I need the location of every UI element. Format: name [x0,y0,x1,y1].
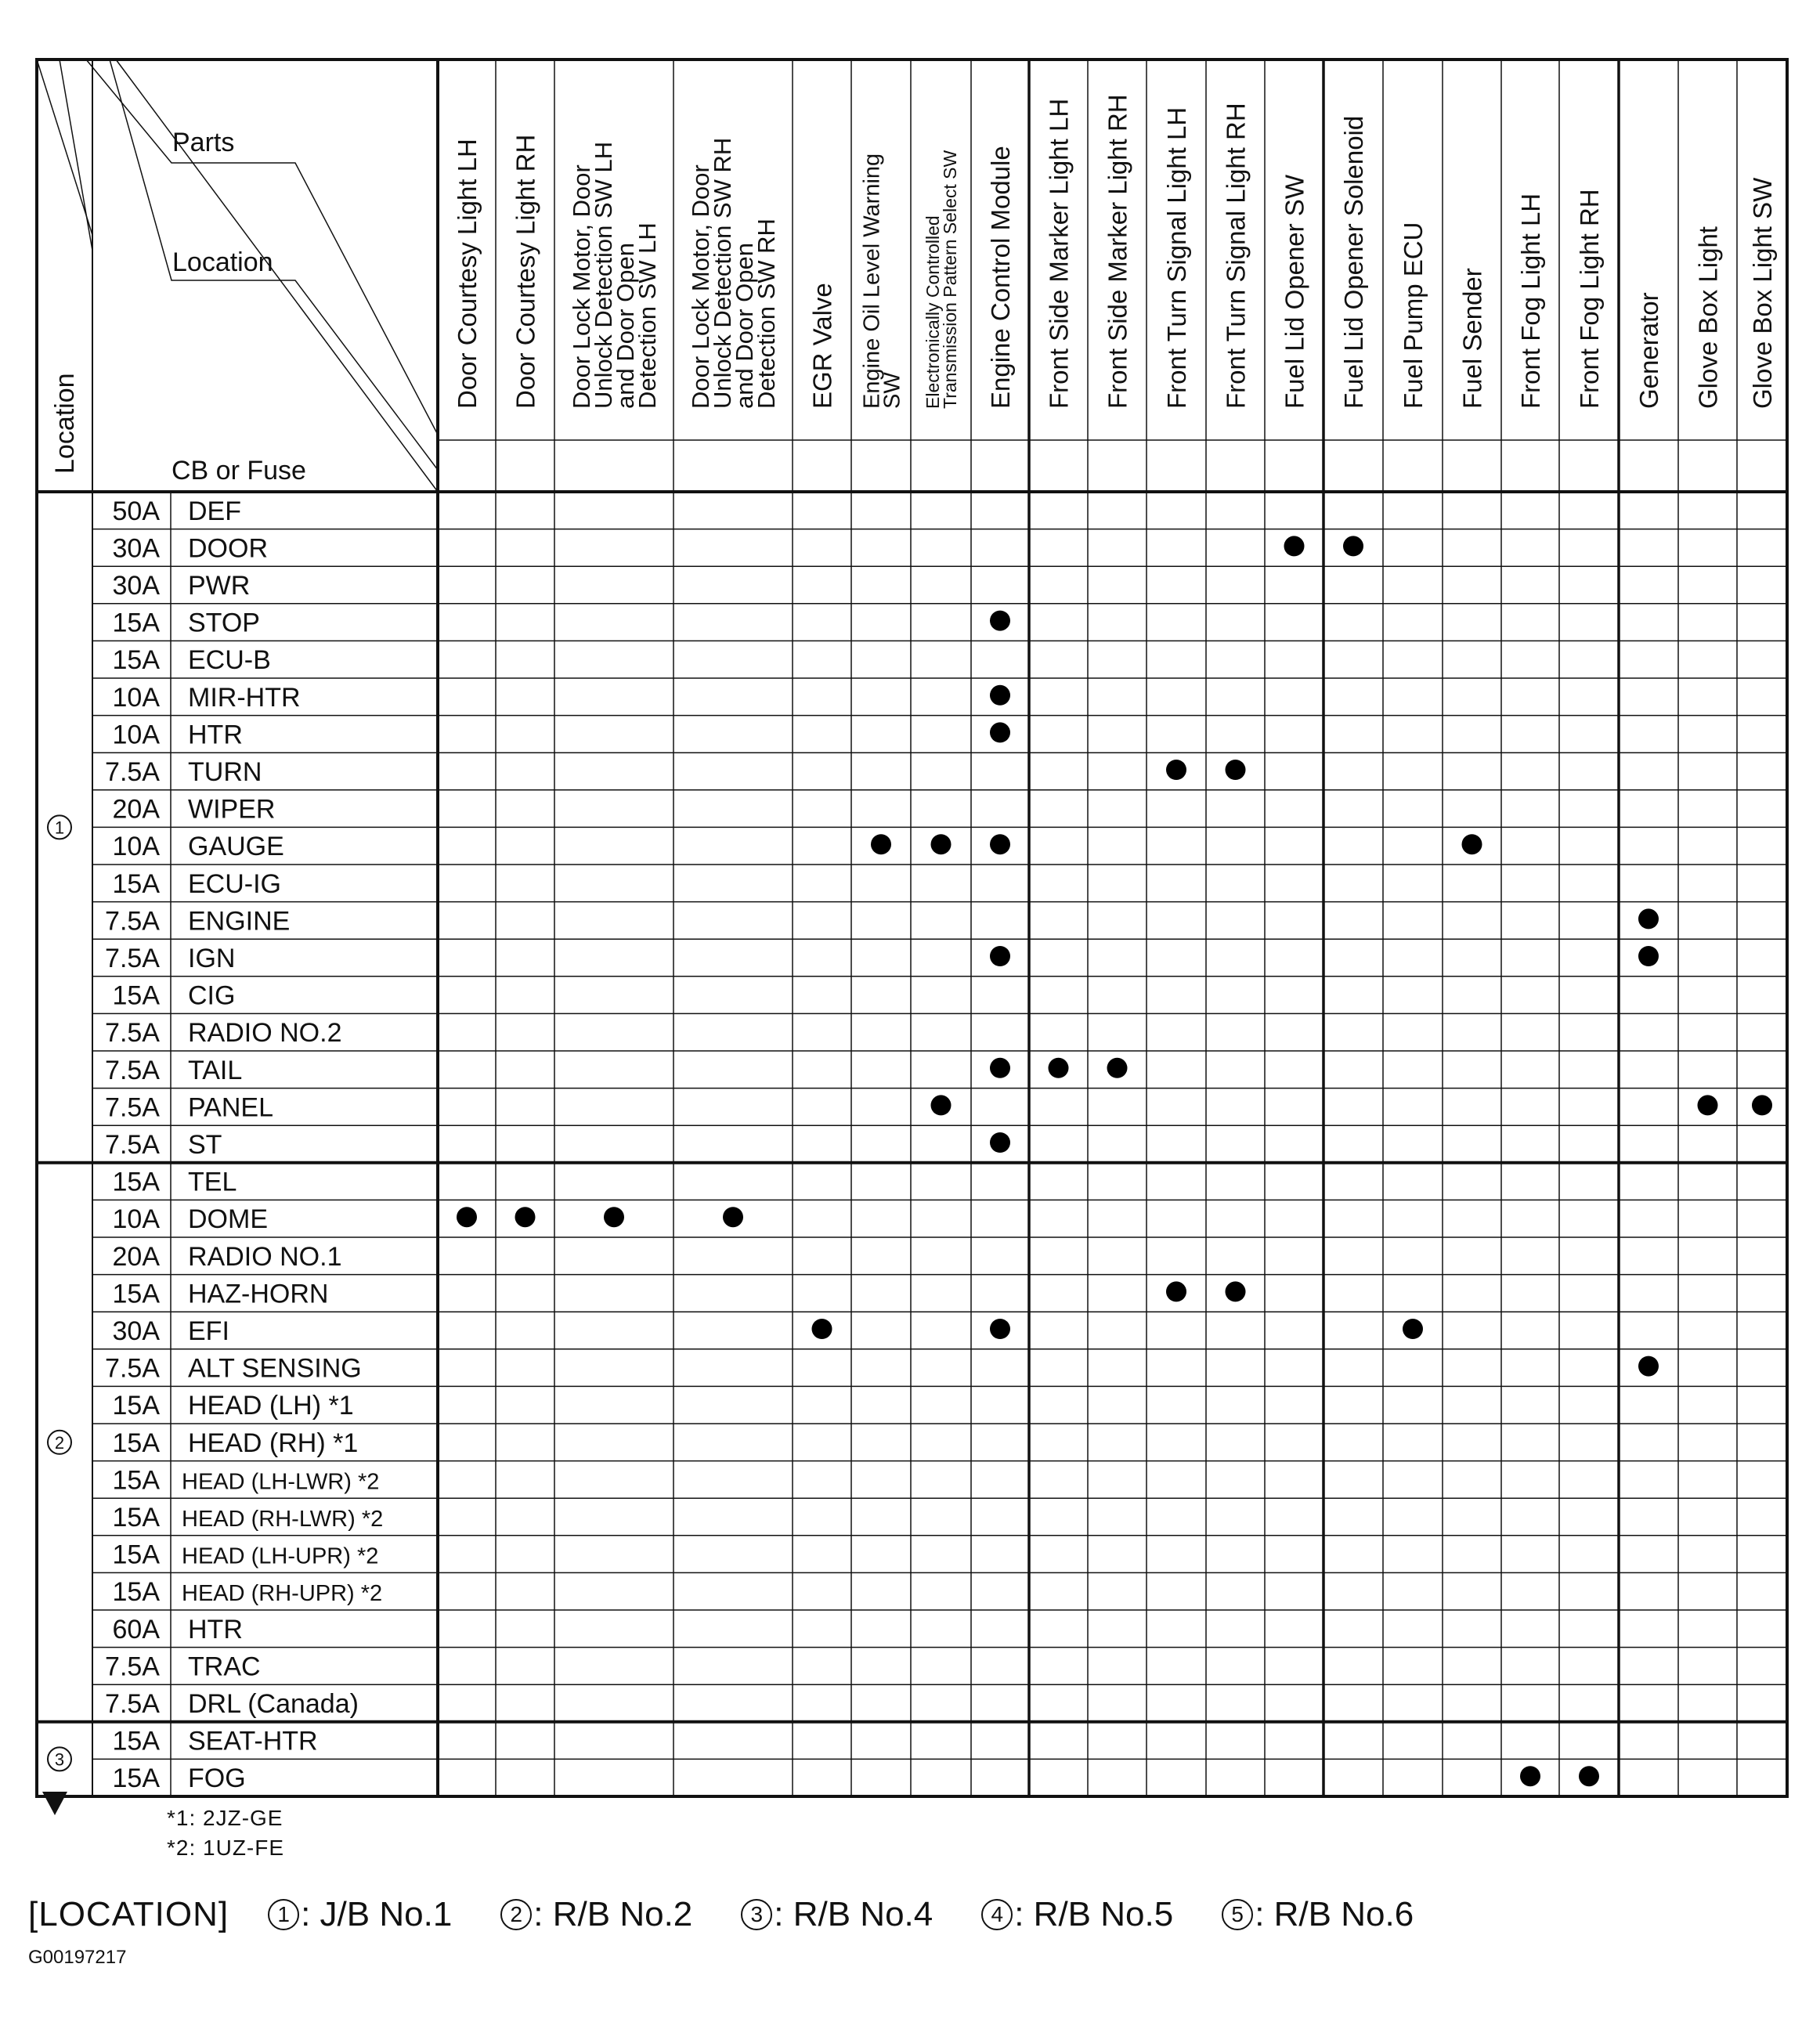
header-diagonal [60,60,92,251]
part-column-label: Front Turn Signal Light LH [1161,106,1191,409]
fuse-name: ECU-IG [188,868,281,899]
fuse-amperage: 15A [112,1577,160,1608]
fuse-amperage: 15A [112,1763,160,1794]
fuse-name: ENGINE [188,906,291,937]
fuse-amperage: 7.5A [105,906,160,937]
fuse-amperage: 30A [112,1316,160,1346]
connection-dot [1107,1058,1128,1078]
part-column-label: Engine Control Module [985,146,1015,409]
part-column-label: SW [879,372,905,409]
part-column-label: Engine Oil Level Warning [859,153,885,409]
fuse-amperage: 15A [112,608,160,638]
fuse-name: DEF [188,496,241,526]
location-mark: 2 [500,1899,532,1930]
fuse-amperage: 15A [112,980,160,1011]
part-column-label: Generator [1634,292,1663,409]
footnote-2: *2: 1UZ-FE [167,1836,285,1860]
header-diagonal [116,60,438,492]
fuse-amperage: 15A [112,1279,160,1309]
part-column-label: and Door Open [731,243,759,409]
location-legend [28,1895,1462,1934]
fuse-amperage: 30A [112,533,160,564]
connection-dot [457,1207,477,1227]
part-column-label: Fuel Lid Opener SW [1280,175,1309,409]
location-arrow-head [42,1792,67,1815]
fuse-amperage: 20A [112,1241,160,1272]
fuse-name: HTR [188,1614,243,1644]
connection-dot [990,611,1010,631]
fuse-amperage: 10A [112,682,160,713]
table-body [48,496,1772,1793]
legend-item [741,1895,933,1934]
connection-dot [990,946,1010,966]
fuse-name: FOG [188,1763,246,1794]
part-column-label: Fuel Lid Opener Solenoid [1338,115,1368,409]
fuse-name: EFI [188,1316,229,1346]
fuse-name: HEAD (RH) *1 [188,1428,359,1458]
fuse-name: PWR [188,571,251,601]
part-column-label: Fuel Pump ECU [1398,222,1428,409]
figure-code: G00197217 [28,1947,127,1968]
connection-dot [990,834,1010,854]
fuse-amperage: 10A [112,832,160,862]
connection-dot [1638,1356,1659,1377]
group-location-mark: 1 [54,818,65,838]
part-column-label: Front Fog Light RH [1574,189,1604,409]
fuse-name: RADIO NO.2 [188,1018,342,1049]
connection-dot [990,722,1010,742]
connection-dot [931,1095,952,1115]
connection-dot [871,834,891,854]
connection-dot [1752,1095,1772,1115]
fuse-amperage: 60A [112,1614,160,1644]
location-mark: 5 [1222,1899,1253,1930]
fuse-name: TRAC [188,1652,261,1682]
part-column-label: Detection SW RH [753,218,781,409]
legend-item [1222,1895,1414,1934]
part-column-label: Door Lock Motor, Door [568,164,596,409]
fuse-amperage: 10A [112,720,160,750]
footnote-1: *1: 2JZ-GE [167,1806,283,1830]
connection-dot [931,834,952,854]
parts-label: Parts [172,128,235,157]
connection-dot [1166,760,1186,780]
location-label: Location [172,247,273,277]
location-mark: 1 [268,1899,299,1930]
cb-fuse-label: CB or Fuse [172,456,306,486]
fuse-name: DRL (Canada) [188,1689,359,1719]
fuse-name: HEAD (RH-LWR) *2 [182,1507,384,1532]
fuse-amperage: 7.5A [105,1353,160,1384]
table-header [50,94,1777,486]
fuse-amperage: 7.5A [105,1130,160,1160]
part-column-label: Door Courtesy Light LH [452,139,482,409]
part-column-label: Door Lock Motor, Door [687,164,715,409]
connection-dot [1638,946,1659,966]
fuse-amperage: 15A [112,1167,160,1197]
fuse-name: CIG [188,980,236,1011]
connection-dot [990,1132,1010,1153]
connection-dot [515,1207,536,1227]
fuse-name: ALT SENSING [188,1353,362,1384]
legend-item [500,1895,692,1934]
group-location-mark: 3 [54,1749,65,1770]
legend-item [981,1895,1173,1934]
connection-dot [1638,908,1659,929]
fuse-name: ST [188,1130,222,1160]
fuse-amperage: 10A [112,1204,160,1235]
legend-item-text: : R/B No.6 [1255,1895,1414,1933]
connection-dot [1403,1319,1423,1339]
fuse-name: HAZ-HORN [188,1279,329,1309]
group-location-mark: 2 [54,1432,65,1453]
connection-dot [812,1319,832,1339]
fuse-name: HEAD (LH) *1 [188,1391,354,1421]
part-column-label: Front Side Marker Light LH [1044,98,1074,409]
fuse-name: TEL [188,1167,237,1197]
fuse-name: TAIL [188,1055,243,1085]
part-column-label: Unlock Detection SW RH [709,137,737,409]
fuse-name: MIR-HTR [188,682,301,713]
part-column-label: Door Courtesy Light RH [511,134,540,409]
location-mark: 4 [981,1899,1013,1930]
fuse-name: RADIO NO.1 [188,1241,342,1272]
fuse-amperage: 15A [112,1726,160,1756]
fuse-amperage: 7.5A [105,1018,160,1049]
part-column-label: and Door Open [612,243,640,409]
location-column-label: Location [50,373,80,474]
fuse-amperage: 7.5A [105,1652,160,1682]
fuse-name: TURN [188,757,262,787]
connection-dot [1226,1281,1246,1301]
connection-dot [1166,1281,1186,1301]
header-diagonal [110,60,438,470]
connection-dot [1226,760,1246,780]
part-column-label: EGR Valve [807,283,837,409]
legend-title: [LOCATION] [28,1895,229,1933]
connection-dot [990,685,1010,706]
part-column-label: Front Side Marker Light RH [1103,94,1132,409]
legend-item [268,1895,452,1934]
fuse-name: SEAT-HTR [188,1726,318,1756]
part-column-label: Front Turn Signal Light RH [1221,103,1251,409]
fuse-amperage: 15A [112,1465,160,1496]
fuse-name: HEAD (LH-UPR) *2 [182,1543,379,1569]
fuse-amperage: 20A [112,794,160,825]
part-column-label: Detection SW LH [634,222,662,409]
connection-dot [1462,834,1482,854]
fuse-amperage: 30A [112,571,160,601]
connection-dot [1049,1058,1069,1078]
fuse-amperage: 15A [112,1428,160,1458]
connection-dot [990,1319,1010,1339]
connection-dot [990,1058,1010,1078]
connection-dot [1284,536,1305,556]
fuse-amperage: 7.5A [105,1092,160,1123]
fuse-name: DOME [188,1204,268,1235]
fuse-amperage: 7.5A [105,1689,160,1719]
fuse-amperage: 7.5A [105,757,160,787]
fuse-name: HEAD (RH-UPR) *2 [182,1581,383,1607]
part-column-label: Transmission Pattern Select SW [939,150,960,409]
legend-item-text: : R/B No.2 [533,1895,693,1933]
fuse-amperage: 15A [112,868,160,899]
fuse-amperage: 15A [112,645,160,676]
connection-dot [1579,1766,1599,1786]
part-column-label: Glove Box Light [1693,226,1723,409]
legend-item-text: : J/B No.1 [301,1895,453,1933]
part-column-label: Unlock Detection SW LH [590,141,618,409]
connection-dot [723,1207,743,1227]
connection-dot [1343,536,1363,556]
fuse-amperage: 15A [112,1503,160,1532]
fuse-name: ECU-B [188,645,271,676]
fuse-name: DOOR [188,533,268,564]
part-column-label: Electronically Controlled [922,215,943,409]
fuse-amperage: 7.5A [105,1055,160,1085]
fuse-amperage: 15A [112,1391,160,1421]
fuse-name: HTR [188,720,243,750]
fuse-name: STOP [188,608,260,638]
fuse-name: HEAD (LH-LWR) *2 [182,1469,380,1495]
part-column-label: Fuel Sender [1457,268,1487,409]
connection-dot [1520,1766,1540,1786]
fuse-name: IGN [188,944,236,973]
location-mark: 3 [741,1899,772,1930]
legend-item-text: : R/B No.5 [1014,1895,1174,1933]
fuse-name: GAUGE [188,832,284,862]
fuse-name: WIPER [188,794,276,825]
fuse-amperage: 50A [112,496,160,526]
fuse-name: PANEL [188,1092,273,1123]
fuse-amperage: 15A [112,1540,160,1570]
legend-item-text: : R/B No.4 [774,1895,933,1933]
part-column-label: Glove Box Light SW [1747,177,1777,409]
connection-dot [604,1207,624,1227]
fuse-amperage: 7.5A [105,944,160,973]
part-column-label: Front Fog Light LH [1515,193,1545,409]
connection-dot [1698,1095,1718,1115]
